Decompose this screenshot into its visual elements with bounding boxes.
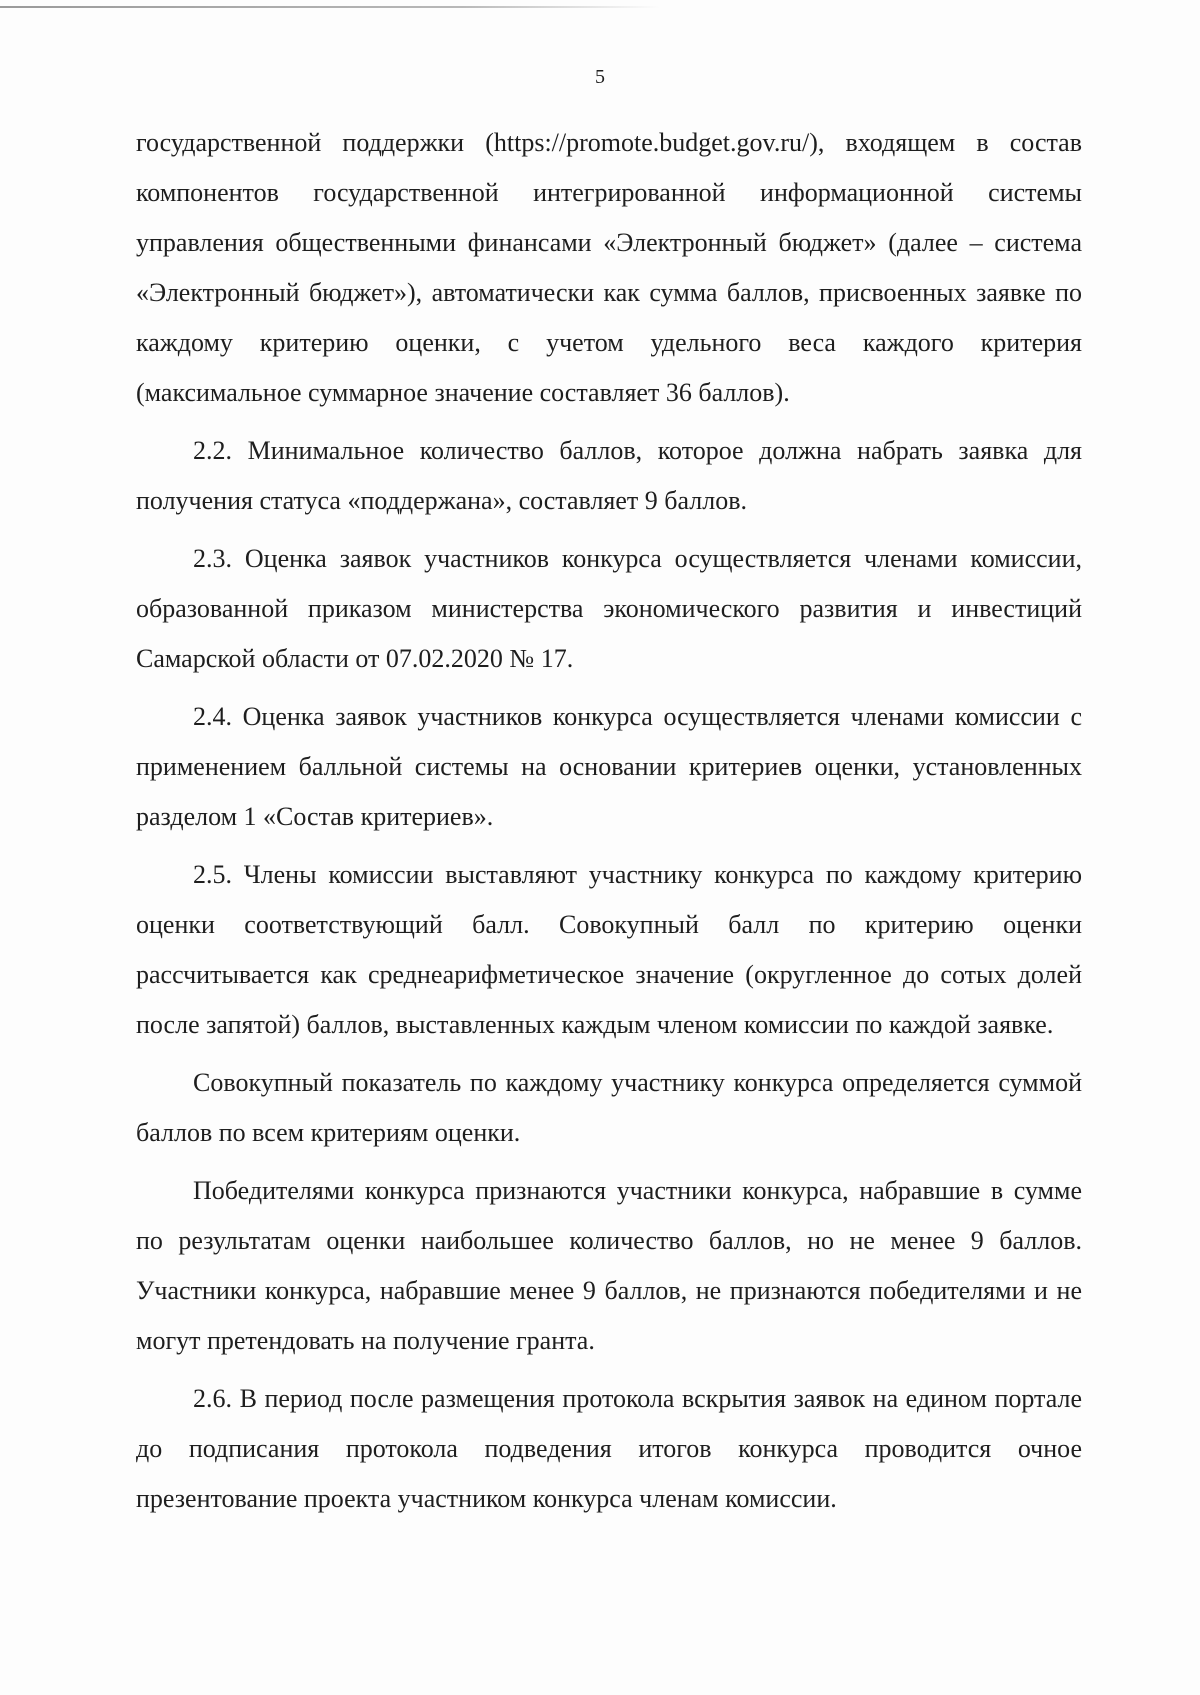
page-number: 5: [595, 66, 605, 88]
paragraph-2-2: 2.2. Минимальное количество баллов, которое должна набрать заявка для получения статуса «поддержана», составляет 9 баллов.: [136, 436, 1082, 515]
paragraph-2-3: 2.3. Оценка заявок участников конкурса осуществляется членами комиссии, образованной приказом министерства экономического развития и инвестиций Самарской области от 07.02.2020 № 17.: [136, 544, 1082, 673]
scan-edge-line: [0, 6, 660, 8]
document-body: [136, 118, 1082, 1524]
paragraph-2-5: 2.5. Члены комиссии выставляют участнику конкурса по каждому критерию оценки соответствующий балл. Совокупный балл по критерию оценки рассчитывается как среднеарифметическое значение (округленное до сотых долей после запятой) баллов, выставленных каждым членом комиссии по каждой заявке.: [136, 860, 1082, 1039]
paragraph-total-score: Совокупный показатель по каждому участнику конкурса определяется суммой баллов по всем критериям оценки.: [136, 1068, 1082, 1147]
paragraph-2-6: 2.6. В период после размещения протокола вскрытия заявок на едином портале до подписания протокола подведения итогов конкурса проводится очное презентование проекта участником конкурса членам комиссии.: [136, 1384, 1082, 1513]
paragraph-2-4: 2.4. Оценка заявок участников конкурса осуществляется членами комиссии с применением балльной системы на основании критериев оценки, установленных разделом 1 «Состав критериев».: [136, 702, 1082, 831]
paragraph-continuation: государственной поддержки (https://promote.budget.gov.ru/), входящем в состав компонентов государственной интегрированной информационной системы управления общественными финансами «Электронный бюджет» (далее – система «Электронный бюджет»), автоматически как сумма баллов, присвоенных заявке по каждому критерию оценки, с учетом удельного веса каждого критерия (максимальное суммарное значение составляет 36 баллов).: [136, 128, 1082, 407]
paragraph-winners: Победителями конкурса признаются участники конкурса, набравшие в сумме по результатам оценки наибольшее количество баллов, но не менее 9 баллов. Участники конкурса, набравшие менее 9 баллов, не признаются победителями и не могут претендовать на получение гранта.: [136, 1176, 1082, 1355]
